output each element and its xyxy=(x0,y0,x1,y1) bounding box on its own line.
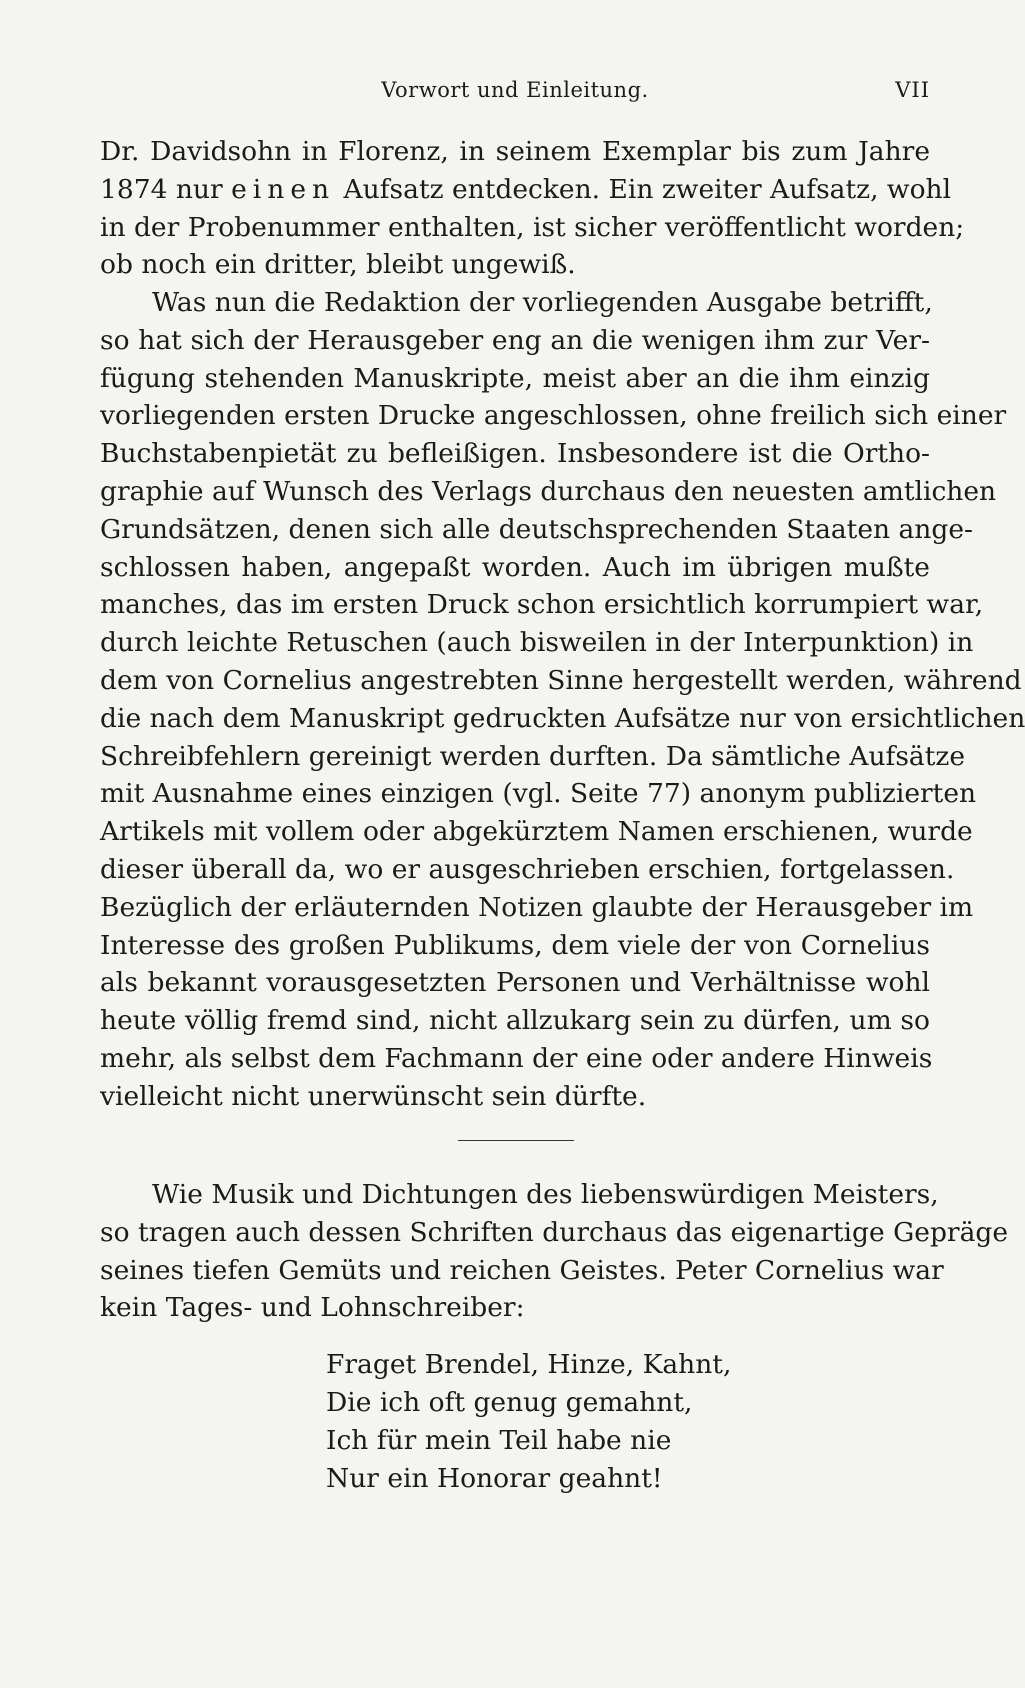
running-head xyxy=(100,78,930,108)
text-line: dem von Cornelius angestrebten Sinne hergestellt werden, während xyxy=(100,664,1022,696)
text-line: seines tiefen Gemüts und reichen Geistes. Peter Cornelius war xyxy=(100,1254,944,1286)
text-line: so hat sich der Herausgeber eng an die wenigen ihm zur Ver- xyxy=(100,324,930,356)
text-line: Dr. Davidsohn in Florenz, in seinem Exemplar bis zum Jahre xyxy=(100,136,930,167)
running-title: Vorwort und Einleitung. xyxy=(381,78,649,102)
text-line: Schreibfehlern gereinigt werden durften. Da sämtliche Aufsätze xyxy=(100,740,966,772)
text-line: so tragen auch dessen Schriften durchaus das eigenartige Gepräge xyxy=(100,1216,1009,1248)
text-line: Bezüglich der erläuternden Notizen glaubte der Herausgeber im xyxy=(100,891,974,923)
text-fragment: 1874 nur xyxy=(100,173,223,205)
text-line: ob noch ein dritter, bleibt ungewiß. xyxy=(100,249,576,281)
emphasized-word: einen xyxy=(231,173,336,205)
text-line: mehr, als selbst dem Fachmann der eine oder andere Hinweis xyxy=(100,1042,933,1074)
page-number: VII xyxy=(895,78,930,102)
paragraph-editing-notes xyxy=(100,284,1025,1116)
text-line: als bekannt vorausgesetzten Personen und Verhältnisse wohl xyxy=(100,967,930,999)
text-line: graphie auf Wunsch des Verlags durchaus den neuesten amtlichen xyxy=(100,475,997,507)
text-line: mit Ausnahme eines einzigen (vgl. Seite 77) anonym publizierten xyxy=(100,778,977,810)
text-line: dieser überall da, wo er ausgeschrieben erschien, fortgelassen. xyxy=(100,853,955,885)
section-divider xyxy=(458,1140,574,1141)
text-line: die nach dem Manuskript gedruckten Aufsätze nur von ersichtlichen xyxy=(100,702,1025,734)
text-line: manches, das im ersten Druck schon ersichtlich korrumpiert war, xyxy=(100,589,984,621)
text-line: durch leichte Retuschen (auch bisweilen in der Interpunktion) in xyxy=(100,627,974,659)
text-line: fügung stehenden Manuskripte, meist aber an die ihm einzig xyxy=(100,362,930,394)
text-fragment: Aufsatz entdecken. Ein zweiter Aufsatz, wohl xyxy=(343,173,952,205)
verse-line: Nur ein Honorar geahnt! xyxy=(326,1463,663,1494)
verse-line: Fraget Brendel, Hinze, Kahnt, xyxy=(326,1349,732,1380)
text-line: Wie Musik und Dichtungen des liebenswürdigen Meisters, xyxy=(152,1179,939,1210)
text-line: Interesse des großen Publikums, dem viele der von Cornelius xyxy=(100,929,930,961)
text-line: Was nun die Redaktion der vorliegenden Ausgabe betrifft, xyxy=(152,287,933,318)
verse-quotation xyxy=(326,1346,926,1498)
text-line: vorliegenden ersten Drucke angeschlossen, ohne freilich sich einer xyxy=(100,400,1007,432)
text-line: vielleicht nicht unerwünscht sein dürfte. xyxy=(100,1080,647,1112)
paragraph-continued xyxy=(100,133,965,284)
text-line: Grundsätzen, denen sich alle deutschsprechenden Staaten ange- xyxy=(100,513,973,545)
text-line: in der Probenummer enthalten, ist sicher veröffentlicht worden; xyxy=(100,211,965,243)
text-line: schlossen haben, angepaßt worden. Auch im übrigen mußte xyxy=(100,551,930,583)
text-line: Artikels mit vollem oder abgekürztem Namen erschienen, wurde xyxy=(100,816,973,848)
paragraph-character xyxy=(100,1176,1009,1327)
text-line: heute völlig fremd sind, nicht allzukarg sein zu dürfen, um so xyxy=(100,1005,930,1037)
text-line: kein Tages- und Lohnschreiber: xyxy=(100,1292,525,1324)
text-line xyxy=(100,171,952,209)
verse-line: Die ich oft genug gemahnt, xyxy=(326,1387,693,1418)
text-line: Buchstabenpietät zu befleißigen. Insbesondere ist die Ortho- xyxy=(100,438,930,470)
verse-line: Ich für mein Teil habe nie xyxy=(326,1425,672,1456)
